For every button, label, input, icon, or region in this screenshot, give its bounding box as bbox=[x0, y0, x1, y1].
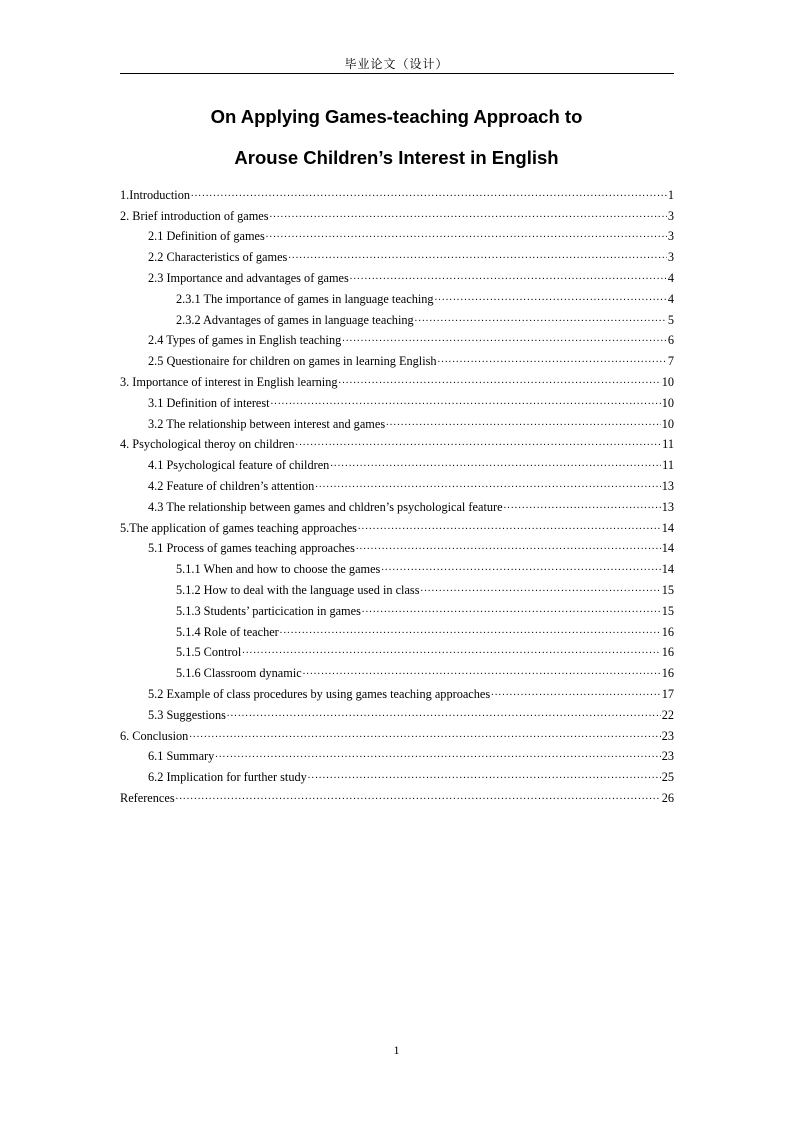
toc-entry-label: 5.1.1 When and how to choose the games bbox=[176, 562, 381, 577]
toc-entry-page: 10 bbox=[661, 416, 674, 431]
toc-entry-page: 3 bbox=[667, 250, 674, 265]
toc-entry-page: 16 bbox=[661, 645, 674, 660]
toc-entry-label: 5.1.5 Control bbox=[176, 645, 242, 660]
toc-dot-leader bbox=[191, 187, 667, 201]
toc-dot-leader bbox=[270, 208, 667, 222]
toc-entry-label: 2.5 Questionaire for children on games in learning English bbox=[148, 354, 437, 369]
toc-entry-label: 5.1 Process of games teaching approaches bbox=[148, 541, 355, 556]
toc-dot-leader bbox=[415, 312, 667, 326]
toc-entry-page: 14 bbox=[661, 520, 674, 535]
toc-entry[interactable] bbox=[120, 701, 674, 722]
toc-dot-leader bbox=[350, 270, 667, 284]
toc-entry[interactable] bbox=[120, 202, 674, 223]
toc-entry-label: 2.4 Types of games in English teaching bbox=[148, 333, 342, 348]
toc-entry[interactable] bbox=[120, 743, 674, 764]
toc-entry-page: 23 bbox=[661, 728, 674, 743]
toc-entry-page: 22 bbox=[661, 707, 674, 722]
toc-entry-label: References bbox=[120, 790, 175, 805]
toc-entry-label: 4.2 Feature of children’s attention bbox=[148, 478, 315, 493]
toc-entry[interactable] bbox=[120, 243, 674, 264]
table-of-contents bbox=[120, 181, 674, 805]
toc-entry-page: 10 bbox=[661, 395, 674, 410]
header-rule bbox=[120, 73, 674, 74]
toc-dot-leader bbox=[504, 499, 661, 513]
toc-entry[interactable] bbox=[120, 368, 674, 389]
toc-entry[interactable] bbox=[120, 285, 674, 306]
toc-entry-page: 13 bbox=[661, 499, 674, 514]
toc-dot-leader bbox=[227, 707, 661, 721]
toc-entry-label: 3.2 The relationship between interest and games bbox=[148, 416, 386, 431]
toc-entry-label: 4.3 The relationship between games and chldren’s psychological feature bbox=[148, 499, 503, 514]
toc-entry[interactable] bbox=[120, 784, 674, 805]
toc-entry-page: 7 bbox=[667, 354, 674, 369]
toc-dot-leader bbox=[356, 540, 661, 554]
toc-dot-leader bbox=[386, 416, 661, 430]
toc-dot-leader bbox=[308, 769, 661, 783]
toc-entry-label: 2.1 Definition of games bbox=[148, 229, 265, 244]
toc-entry-page: 1 bbox=[667, 187, 674, 202]
toc-dot-leader bbox=[303, 665, 661, 679]
toc-entry-label: 6.1 Summary bbox=[148, 749, 215, 764]
toc-dot-leader bbox=[280, 624, 661, 638]
toc-dot-leader bbox=[421, 582, 661, 596]
toc-entry-label: 5.1.6 Classroom dynamic bbox=[176, 666, 302, 681]
toc-entry[interactable] bbox=[120, 535, 674, 556]
toc-dot-leader bbox=[438, 353, 667, 367]
toc-entry[interactable] bbox=[120, 431, 674, 452]
toc-entry-label: 6.2 Implication for further study bbox=[148, 770, 307, 785]
toc-entry[interactable] bbox=[120, 763, 674, 784]
toc-entry-label: 3. Importance of interest in English learning bbox=[120, 374, 338, 389]
toc-entry-page: 11 bbox=[662, 437, 674, 452]
toc-dot-leader bbox=[491, 686, 661, 700]
toc-dot-leader bbox=[358, 520, 661, 534]
toc-dot-leader bbox=[435, 291, 667, 305]
toc-dot-leader bbox=[342, 332, 667, 346]
toc-entry[interactable] bbox=[120, 659, 674, 680]
toc-entry-page: 15 bbox=[661, 603, 674, 618]
toc-entry-label: 2.2 Characteristics of games bbox=[148, 250, 288, 265]
toc-entry[interactable] bbox=[120, 306, 674, 327]
toc-entry-label: 5.3 Suggestions bbox=[148, 707, 226, 722]
toc-entry-page: 3 bbox=[667, 229, 674, 244]
footer-page-number: 1 bbox=[393, 1043, 400, 1057]
toc-dot-leader bbox=[271, 395, 661, 409]
toc-entry-label: 4. Psychological theroy on children bbox=[120, 437, 295, 452]
toc-entry-page: 23 bbox=[661, 749, 674, 764]
toc-entry[interactable] bbox=[120, 451, 674, 472]
toc-entry[interactable] bbox=[120, 389, 674, 410]
toc-entry[interactable] bbox=[120, 327, 674, 348]
toc-entry-page: 26 bbox=[661, 790, 674, 805]
toc-dot-leader bbox=[339, 374, 661, 388]
toc-dot-leader bbox=[215, 748, 660, 762]
toc-entry-label: 4.1 Psychological feature of children bbox=[148, 458, 330, 473]
toc-entry-label: 5.2 Example of class procedures by using games teaching approaches bbox=[148, 686, 491, 701]
title-line-1: On Applying Games-teaching Approach to bbox=[210, 106, 583, 127]
toc-dot-leader bbox=[242, 644, 660, 658]
toc-entry-label: 2.3 Importance and advantages of games bbox=[148, 270, 349, 285]
toc-dot-leader bbox=[288, 249, 667, 263]
toc-dot-leader bbox=[189, 728, 660, 742]
toc-entry-label: 5.1.4 Role of teacher bbox=[176, 624, 279, 639]
toc-dot-leader bbox=[330, 457, 661, 471]
toc-entry-label: 1.Introduction bbox=[120, 187, 191, 202]
toc-dot-leader bbox=[296, 436, 662, 450]
toc-entry[interactable] bbox=[120, 639, 674, 660]
toc-entry[interactable] bbox=[120, 722, 674, 743]
toc-entry-label: 2.3.2 Advantages of games in language teaching bbox=[176, 312, 414, 327]
toc-entry[interactable] bbox=[120, 410, 674, 431]
toc-entry-label: 2. Brief introduction of games bbox=[120, 208, 269, 223]
toc-entry-label: 3.1 Definition of interest bbox=[148, 395, 270, 410]
toc-entry[interactable] bbox=[120, 514, 674, 535]
toc-entry[interactable] bbox=[120, 472, 674, 493]
toc-entry-page: 16 bbox=[661, 624, 674, 639]
toc-entry-page: 25 bbox=[661, 770, 674, 785]
toc-entry[interactable] bbox=[120, 680, 674, 701]
toc-entry-page: 14 bbox=[661, 541, 674, 556]
toc-entry-page: 6 bbox=[667, 333, 674, 348]
toc-entry-label: 5.1.3 Students’ particication in games bbox=[176, 603, 361, 618]
toc-entry-label: 2.3.1 The importance of games in language teaching bbox=[176, 291, 434, 306]
toc-entry-page: 16 bbox=[661, 666, 674, 681]
toc-entry[interactable] bbox=[120, 555, 674, 576]
toc-entry[interactable] bbox=[120, 576, 674, 597]
toc-dot-leader bbox=[315, 478, 660, 492]
toc-entry-page: 3 bbox=[667, 208, 674, 223]
toc-dot-leader bbox=[266, 228, 667, 242]
toc-entry-label: 5.1.2 How to deal with the language used in class bbox=[176, 582, 420, 597]
toc-entry[interactable] bbox=[120, 347, 674, 368]
toc-entry-label: 5.The application of games teaching approaches bbox=[120, 520, 357, 535]
title-line-2: Arouse Children’s Interest in English bbox=[234, 147, 559, 168]
toc-entry[interactable] bbox=[120, 223, 674, 244]
toc-entry-page: 5 bbox=[667, 312, 674, 327]
toc-entry[interactable] bbox=[120, 618, 674, 639]
toc-dot-leader bbox=[362, 603, 661, 617]
toc-dot-leader bbox=[381, 561, 660, 575]
toc-entry[interactable] bbox=[120, 264, 674, 285]
toc-entry-page: 15 bbox=[661, 582, 674, 597]
toc-entry-page: 10 bbox=[661, 374, 674, 389]
toc-entry-page: 11 bbox=[662, 458, 674, 473]
toc-entry-page: 17 bbox=[661, 686, 674, 701]
toc-entry[interactable] bbox=[120, 597, 674, 618]
toc-entry-page: 4 bbox=[667, 291, 674, 306]
toc-entry-page: 4 bbox=[667, 270, 674, 285]
running-header: 毕业论文（设计） bbox=[344, 57, 449, 71]
toc-entry[interactable] bbox=[120, 181, 674, 202]
toc-entry[interactable] bbox=[120, 493, 674, 514]
toc-entry-label: 6. Conclusion bbox=[120, 728, 189, 743]
toc-dot-leader bbox=[176, 790, 661, 804]
toc-entry-page: 14 bbox=[661, 562, 674, 577]
toc-entry-page: 13 bbox=[661, 478, 674, 493]
